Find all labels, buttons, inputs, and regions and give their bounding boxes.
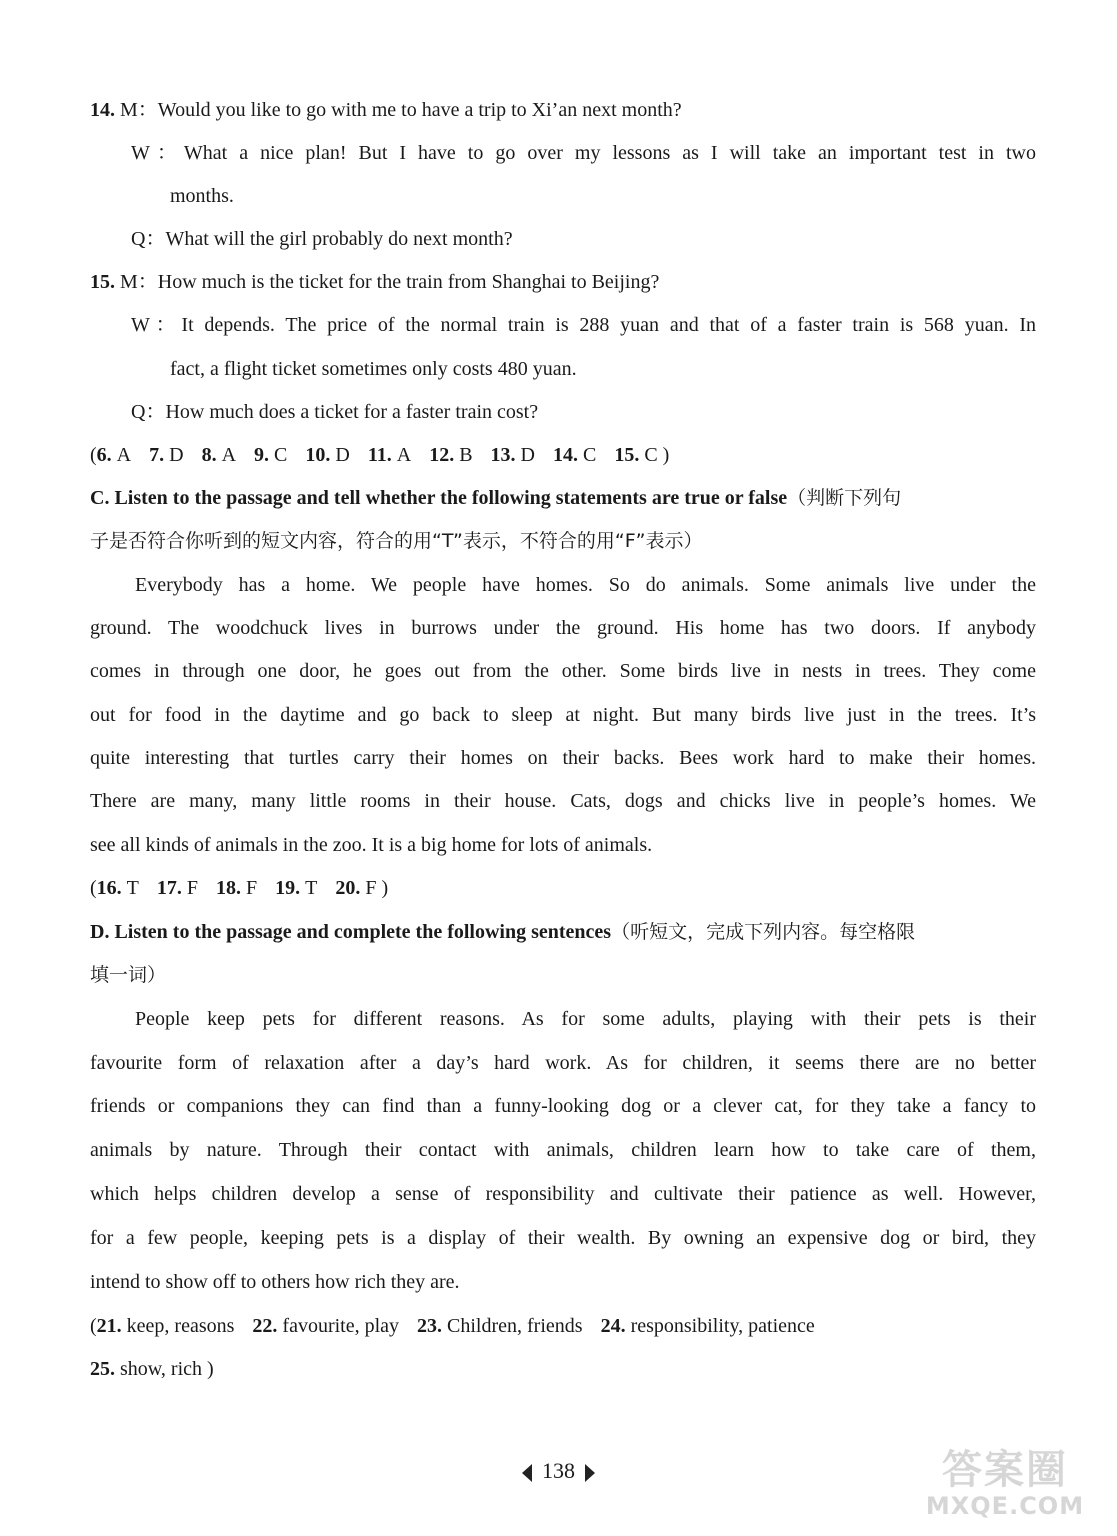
paren-open: ( — [90, 444, 97, 466]
passage-c-line: quite interesting that turtles carry their homes on their backs. Bees work hard to make their homes. — [90, 747, 1036, 769]
answer-item — [335, 877, 376, 899]
answer-value: show, rich — [120, 1358, 203, 1380]
paren-open: ( — [90, 1315, 97, 1337]
paren-close: ) — [202, 1358, 214, 1380]
section-c-heading-cont: 子是否符合你听到的短文内容，符合的用“T”表示，不符合的用“F”表示） — [90, 530, 703, 552]
answer-number: 25. — [90, 1358, 120, 1380]
dialogue-15-q: Q：How much does a ticket for a faster train cost? — [131, 401, 539, 423]
answer-number: 11. — [367, 444, 397, 466]
answer-item — [157, 877, 198, 899]
section-d-heading: D. Listen to the passage and complete the following sentences（听短文，完成下列内容。每空格限 — [90, 921, 916, 943]
passage-d-line: People keep pets for different reasons. As for some adults, playing with their pets is their — [135, 1008, 1036, 1030]
answer-number: 14. — [552, 444, 583, 466]
answer-key-c — [90, 876, 1036, 900]
answer-value: D — [335, 444, 350, 466]
answer-value: responsibility, patience — [630, 1315, 815, 1337]
passage-d-line: intend to show off to others how rich they are. — [90, 1271, 460, 1293]
dialogue-14-m: 14. M：Would you like to go with me to have a trip to Xi’an next month? — [90, 99, 682, 121]
answer-number: 24. — [600, 1315, 631, 1337]
answer-key-d-cont — [90, 1357, 1036, 1381]
answer-item — [417, 1315, 583, 1337]
passage-d-line: which helps children develop a sense of responsibility and cultivate their patience as well. However, — [90, 1183, 1036, 1205]
answer-item — [368, 444, 411, 466]
answer-value: favourite, play — [282, 1315, 400, 1337]
answer-item — [601, 1315, 815, 1337]
answer-value: A — [116, 444, 132, 466]
passage-c-line: Everybody has a home. We people have homes. So do animals. Some animals live under the — [135, 574, 1036, 596]
answer-item — [305, 444, 349, 466]
answer-item — [149, 444, 183, 466]
answer-value: A — [221, 444, 237, 466]
answer-key-b — [90, 443, 1036, 467]
answer-number: 22. — [252, 1315, 283, 1337]
section-d-heading-cont: 填一词） — [90, 964, 167, 986]
answer-value: C — [274, 444, 288, 466]
answer-item — [97, 1315, 235, 1337]
answer-number: 8. — [201, 444, 222, 466]
answer-value: F — [246, 877, 258, 899]
answer-item — [254, 444, 287, 466]
dialogue-15-w1: W：It depends. The price of the normal train is 288 yuan and that of a faster train is 568 yuan. In — [131, 314, 1036, 336]
answer-value: F — [186, 877, 199, 899]
answer-number: 23. — [417, 1315, 448, 1337]
answer-item — [553, 444, 596, 466]
answer-number: 21. — [96, 1315, 127, 1337]
answer-number: 9. — [254, 444, 275, 466]
answer-item — [90, 1358, 202, 1380]
answer-number: 12. — [429, 444, 460, 466]
answer-item — [202, 444, 236, 466]
answer-value: keep, reasons — [126, 1315, 235, 1337]
answer-item — [216, 877, 257, 899]
passage-d-line: animals by nature. Through their contact with animals, children learn how to take care of them, — [90, 1139, 1036, 1161]
paren-close: ) — [376, 877, 389, 899]
passage-c-line: out for food in the daytime and go back to sleep at night. But many birds live just in the trees. It’s — [90, 704, 1036, 726]
passage-d-line: favourite form of relaxation after a day’s hard work. As for children, it seems there are no better — [90, 1052, 1036, 1074]
watermark-logo: 答案圈 MXQE.COM — [925, 1447, 1085, 1520]
answer-item — [491, 444, 535, 466]
passage-c-line: There are many, many little rooms in their house. Cats, dogs and chicks live in people’s homes. We — [90, 790, 1036, 812]
answer-value: B — [459, 444, 473, 466]
answer-value: T — [305, 877, 318, 899]
passage-c-line: comes in through one door, he goes out from the other. Some birds live in nests in trees. They come — [90, 660, 1036, 682]
answer-item — [252, 1315, 399, 1337]
section-c-heading: C. Listen to the passage and tell whether the following statements are true or false（判断下列句 — [90, 487, 902, 509]
answer-number: 7. — [149, 444, 170, 466]
dialogue-14-w1: W：What a nice plan! But I have to go over my lessons as I will take an important test in two — [131, 142, 1036, 164]
passage-c-line: see all kinds of animals in the zoo. It is a big home for lots of animals. — [90, 834, 653, 856]
dialogue-14-w2: months. — [170, 185, 234, 207]
passage-c-line: ground. The woodchuck lives in burrows under the ground. His home has two doors. If anybody — [90, 617, 1036, 639]
answer-item — [429, 444, 472, 466]
answer-value: D — [520, 444, 535, 466]
answer-value: Children, friends — [447, 1315, 583, 1337]
passage-d-line: for a few people, keeping pets is a display of their wealth. By owning an expensive dog or bird, they — [90, 1227, 1036, 1249]
answer-value: D — [169, 444, 184, 466]
page-number: 138 — [542, 1458, 575, 1483]
answer-number: 18. — [216, 877, 247, 899]
answer-number: 20. — [335, 877, 366, 899]
answer-number: 16. — [96, 877, 127, 899]
answer-number: 15. — [614, 444, 645, 466]
answer-value: C — [582, 444, 597, 466]
dialogue-14-q: Q：What will the girl probably do next month? — [131, 228, 513, 250]
dialogue-15-m: 15. M：How much is the ticket for the train from Shanghai to Beijing? — [90, 271, 660, 293]
answer-number: 19. — [275, 877, 306, 899]
passage-d-line: friends or companions they can find than a funny-looking dog or a clever cat, for they take a fancy to — [90, 1095, 1036, 1117]
answer-number: 10. — [305, 444, 336, 466]
answer-item — [275, 877, 317, 899]
prev-triangle-icon — [522, 1464, 532, 1482]
answer-value: F — [365, 877, 377, 899]
dialogue-15-w2: fact, a flight ticket sometimes only costs 480 yuan. — [170, 358, 577, 380]
paren-open: ( — [90, 877, 97, 899]
answer-number: 6. — [96, 444, 117, 466]
answer-value: A — [396, 444, 412, 466]
answer-item — [614, 444, 657, 466]
answer-value: T — [126, 877, 139, 899]
answer-key-d — [90, 1314, 1036, 1338]
next-triangle-icon — [585, 1464, 595, 1482]
answer-item — [97, 877, 139, 899]
paren-close: ) — [657, 444, 670, 466]
answer-number: 13. — [490, 444, 521, 466]
answer-number: 17. — [156, 877, 187, 899]
answer-item — [97, 444, 131, 466]
answer-value: C — [644, 444, 658, 466]
